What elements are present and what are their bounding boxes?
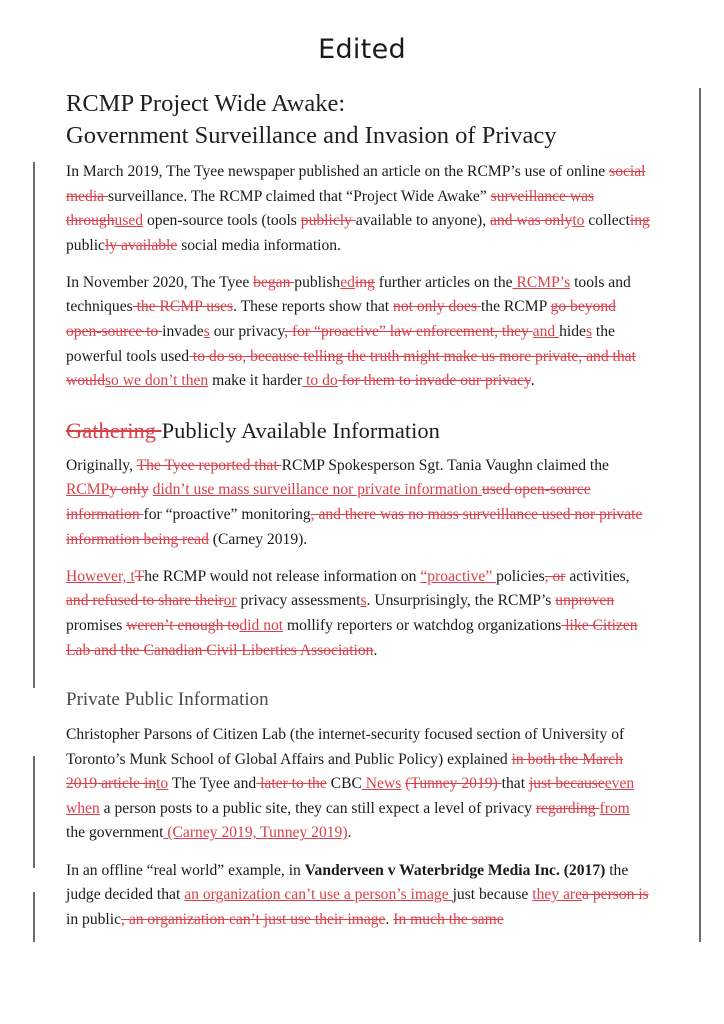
text-run: privacy assessment <box>236 592 361 610</box>
text-run: public <box>66 236 105 254</box>
deleted-text: just because <box>528 775 605 793</box>
text-run: . <box>347 824 352 842</box>
inserted-text: so we don’t then <box>104 372 209 390</box>
text-run: promises <box>66 616 127 634</box>
title-line-1: RCMP Project Wide Awake: <box>66 90 346 117</box>
deleted-text: In much the same <box>393 910 504 928</box>
deleted-text: T <box>134 567 145 585</box>
text-run: a person posts to a public site, they can still expect a level of privacy <box>99 799 536 817</box>
document-body <box>66 160 650 945</box>
deleted-text: ing <box>629 212 650 230</box>
change-bar-left-3 <box>33 892 35 942</box>
deleted-text: , an organization can’t just use their image <box>121 910 386 928</box>
text-run: further articles on the <box>374 273 513 291</box>
deleted-text: a person is <box>582 886 649 904</box>
text-run: just because <box>452 886 533 904</box>
text-run: In an offline “real world” example, in <box>66 861 305 879</box>
paragraph-offline-example <box>66 859 650 933</box>
deleted-text: not only does <box>393 298 481 316</box>
text-run: hide <box>559 323 586 341</box>
deleted-text: regarding <box>535 799 600 817</box>
deleted-text: ly available <box>104 236 178 254</box>
deleted-text: and refused to share their <box>66 592 224 610</box>
text-run: our privacy <box>209 323 285 341</box>
deleted-text: surveillance was through <box>66 187 595 230</box>
text-run: Publicly Available Information <box>161 417 440 443</box>
inserted-text: or <box>223 592 237 610</box>
deleted-text: in both the March 2019 article in <box>66 750 623 793</box>
text-run: RCMP Spokesperson Sgt. Tania Vaughn claimed the <box>281 456 609 474</box>
deleted-text: y only <box>109 481 149 499</box>
text-run: the powerful tools used <box>66 323 615 365</box>
paragraph-however <box>66 565 650 663</box>
text-run: activities, <box>565 567 630 585</box>
text-run: surveillance. The RCMP claimed that “Project Wide Awake” <box>108 187 491 205</box>
text-run: publish <box>294 273 341 291</box>
inserted-text: s <box>585 323 593 341</box>
inserted-text: they are <box>532 886 583 904</box>
change-bar-right <box>699 88 701 942</box>
inserted-text: to do <box>302 372 338 390</box>
deleted-text: , for “proactive” law enforcement, they <box>284 323 533 341</box>
inserted-text: to <box>572 212 585 230</box>
change-bar-left-2 <box>33 756 35 868</box>
deleted-text: , and there was no mass surveillance used nor private information being read <box>66 506 643 548</box>
inserted-text: an organization can’t use a person’s image <box>184 886 453 904</box>
text-run: in public <box>66 910 122 928</box>
text-run: the judge decided that <box>66 861 629 904</box>
text-run: social media information. <box>177 236 341 254</box>
text-run: he RCMP would not release information on <box>144 567 421 585</box>
change-bar-left-1 <box>33 162 35 688</box>
inserted-text: and <box>532 323 560 341</box>
text-run: CBC <box>326 775 362 793</box>
inserted-text: RCMP <box>66 481 110 499</box>
inserted-text: even when <box>66 775 635 817</box>
inserted-text: “proactive” <box>420 567 497 585</box>
text-run: open-source tools (tools <box>143 212 301 230</box>
deleted-text: Gathering <box>66 417 162 443</box>
section-heading-publicly-available <box>66 416 650 446</box>
document-title <box>66 88 557 152</box>
inserted-text: However, t <box>66 567 135 585</box>
deleted-text: The Tyee reported that <box>136 456 282 474</box>
deleted-text: go beyond open-source to <box>66 298 616 341</box>
deleted-text: like Citizen Lab and the Canadian Civil Liberties Association <box>66 616 638 659</box>
text-run: the government <box>66 824 164 842</box>
deleted-text: to do so, because telling the truth might make us more private, and that would <box>66 347 636 390</box>
deleted-text: used open-source information <box>66 481 591 524</box>
deleted-text: later to the <box>256 775 327 793</box>
deleted-text: (Tunney 2019) <box>405 775 502 793</box>
text-run: make it harder <box>208 372 303 390</box>
text-run: Originally, <box>66 456 137 474</box>
text-run: the RCMP <box>480 298 551 316</box>
text-run: tools and techniques <box>66 273 631 316</box>
text-run: invade <box>162 323 204 341</box>
inserted-text: didn’t use mass surveillance nor private information <box>152 481 482 499</box>
text-run: . These reports show that <box>233 298 394 316</box>
text-run: mollify reporters or watchdog organizations <box>283 616 562 634</box>
text-run: collect <box>584 212 630 230</box>
text-run: that <box>501 775 529 793</box>
text-run: The Tyee and <box>168 775 257 793</box>
deleted-text: , or <box>544 567 566 585</box>
deleted-text: ing <box>354 273 375 291</box>
deleted-text: weren’t enough to <box>126 616 240 634</box>
text-run: In November 2020, The Tyee <box>66 273 254 291</box>
inserted-text: did not <box>239 616 284 634</box>
text-run: for “proactive” monitoring <box>143 506 311 524</box>
deleted-text: began <box>253 273 295 291</box>
text-run: . Unsurprisingly, the RCMP’s <box>366 592 556 610</box>
paragraph-originally <box>66 454 650 552</box>
deleted-text: for them to invade our privacy <box>337 372 531 390</box>
text-run: . <box>530 372 535 390</box>
text-run: (Carney 2019). <box>208 530 308 548</box>
inserted-text: s <box>360 592 367 610</box>
bold-text: Vanderveen v Waterbridge Media Inc. (2017) <box>304 861 606 879</box>
inserted-text: to <box>156 775 169 793</box>
text-run: policies <box>496 567 545 585</box>
inserted-text: ed <box>340 273 355 291</box>
inserted-text: News <box>361 775 402 793</box>
document-version-label: Edited <box>318 34 406 65</box>
subsection-heading-private-public <box>66 687 650 713</box>
text-run: . <box>385 910 394 928</box>
text-run: In March 2019, The Tyee newspaper published an article on the RCMP’s use of online <box>66 163 610 180</box>
text-run: . <box>373 641 378 659</box>
inserted-text: used <box>114 212 144 230</box>
paragraph-intro <box>66 160 650 258</box>
deleted-text: unproven <box>555 592 615 610</box>
paragraph-christopher-parsons <box>66 723 650 846</box>
text-run: Private Public Information <box>66 689 269 711</box>
paragraph-november-2020 <box>66 271 650 394</box>
deleted-text: the RCMP uses <box>132 298 234 316</box>
inserted-text: RCMP’s <box>512 273 571 291</box>
text-run: available to anyone), <box>355 212 491 230</box>
inserted-text: (Carney 2019, Tunney 2019) <box>163 824 348 842</box>
inserted-text: from <box>599 799 630 817</box>
deleted-text: publicly <box>300 212 356 230</box>
inserted-text: s <box>203 323 210 341</box>
text-run: Christopher Parsons of Citizen Lab (the internet-security focused section of University of Toronto’s Munk School of Global Affairs and Public Policy) explained <box>66 726 625 768</box>
deleted-text: social media <box>66 163 646 205</box>
title-line-2: Government Surveillance and Invasion of Privacy <box>66 122 557 149</box>
deleted-text: and was only <box>490 212 573 230</box>
